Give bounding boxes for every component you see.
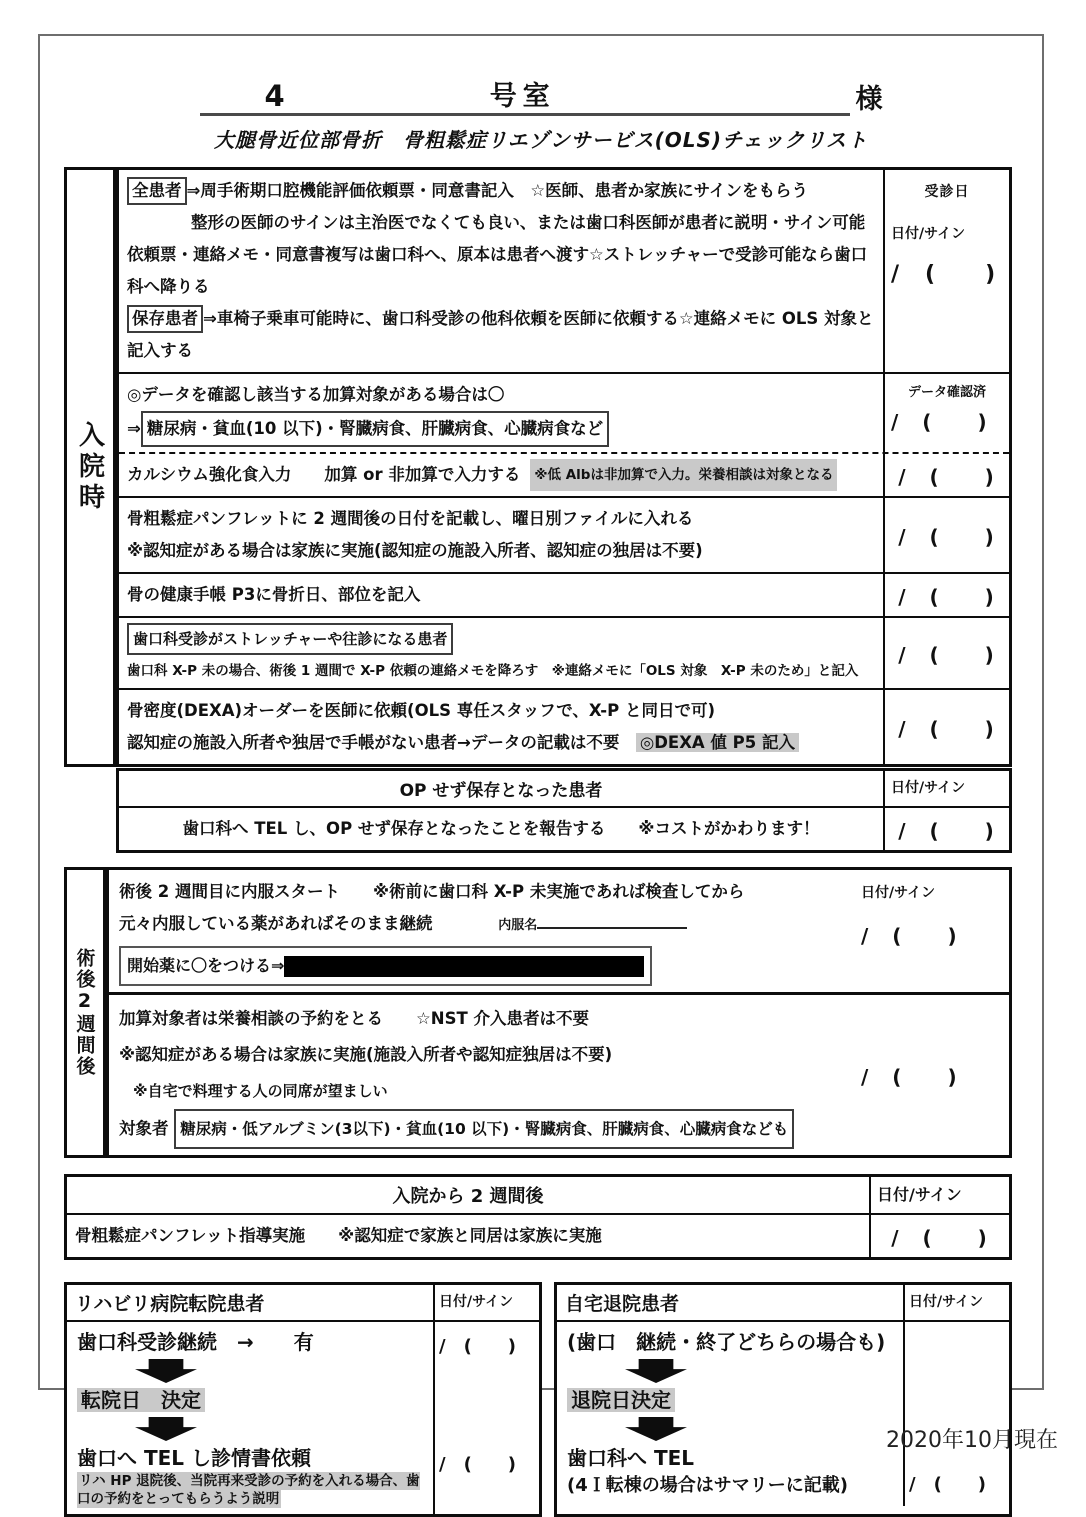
room-unit-label: 号室 [489,81,556,112]
room-number: 4 [264,79,285,113]
document-title-line [40,74,1042,116]
line-op-tel: 歯口科へ TEL し、OP せず保存となったことを報告する ※コストがかわります！ [182,819,820,838]
home-step-summary: (4Ｉ転棟の場合はサマリーに記載) [567,1475,848,1496]
admission-side-label: 入院時 [64,167,116,767]
line-nutrition-dementia: ※認知症がある場合は家族に実施(施設入所者や認知症独居は不要) [119,1045,613,1064]
row-medication-text [119,876,861,986]
home-header-row [557,1285,1009,1322]
line-dexa-note-text: 認知症の施設入所者や独居で手帳がない患者→データの記載は不要 [127,733,620,752]
two-weeks-text [67,1215,869,1257]
calcium-sign-cell [883,454,1009,496]
op-tel-row [119,808,1009,850]
row-all-patients-text [119,170,883,372]
dexa-sign-cell [883,690,1009,764]
box-disease-list: 糖尿病・貧血(10 以下)・腎臓病食、肝臓病食、心臓病食など [141,411,609,447]
rehab-body [67,1322,539,1514]
visit-date-sign-cell [883,170,1009,372]
line-stretcher [127,623,875,655]
sign-slot: / ( ) [898,716,996,741]
home-sign-column [903,1322,1009,1506]
row-bone-handbook-text [119,574,883,616]
sign-slot: / ( ) [439,1336,517,1357]
rehab-sign-column [433,1322,539,1514]
row-data-check-text [119,374,883,452]
row-calcium-text [119,454,883,496]
line-med-start: 術後 2 週間目に内服スタート ※術前に歯口科 X-P 未実施であれば検査してから [119,882,745,901]
line-conservative-rest: ⇒車椅子乗車可能時に、歯口科受診の他科依頼を医師に依頼する☆連絡メモに OLS 対象と記入する [127,309,874,360]
sign-slot: / ( ) [891,1225,989,1250]
row-data-check [119,374,1009,454]
box-target-diseases: 糖尿病・低アルブミン(3以下)・貧血(10 以下)・腎臓病食、肝臓病食、心臓病食なども [174,1109,794,1149]
sign-slot: / ( ) [898,524,996,549]
line-dexa-note [127,727,875,759]
line-guidance: 骨粗鬆症パンフレット指導実施 ※認知症で家族と同居は家族に実施 [75,1226,602,1245]
line-bone-handbook: 骨の健康手帳 P3に骨折日、部位を記入 [127,585,421,604]
sign-slot: / ( ) [891,262,998,287]
honorific-label: 様 [855,84,883,115]
handbook-sign-cell [883,574,1009,616]
stretcher-sign-cell [883,618,1009,688]
line-dexa-order: 骨密度(DEXA)オーダーを医師に依頼(OLS 専任スタッフで、X-P と同日で可) [127,701,716,720]
down-arrow-icon [135,1417,197,1441]
row-pamphlet [119,498,1009,574]
home-date-sign-header: 日付/サイン [903,1285,1009,1320]
target-label: 対象者 [119,1119,169,1138]
two-weeks-sign-cell [869,1215,1009,1257]
line-copy-to-dental: 依頼票・連絡メモ・同意書複写は歯口科へ、原本は患者へ渡す☆ストレッチャーで受診可能なら歯口科へ降りる [127,245,868,296]
room-name-underline [200,74,850,116]
section-two-weeks [64,1174,1012,1260]
home-step-discharge-date [567,1386,893,1414]
postop-rows [106,867,1012,1158]
sign-slot: / ( ) [909,1474,987,1495]
row-calcium [119,454,1009,498]
row-nutrition [109,995,1009,1155]
date-sign-label: 日付/サイン [861,885,936,901]
highlight-transfer-date: 転院日 決定 [77,1388,205,1412]
line-conservative [127,303,875,367]
line-pamphlet-dementia: ※認知症がある場合は家族に実施(認知症の施設入所者、認知症の独居は不要) [127,541,703,560]
nutrition-sign-cell [861,1001,999,1149]
row-dexa [119,690,1009,764]
admission-table [64,167,1012,767]
rehab-transfer-box [64,1282,542,1517]
row-nutrition-text [119,1001,861,1149]
tag-all-patients: 全患者 [127,177,187,205]
sign-slot: / ( ) [891,410,989,434]
data-confirmed-label: データ確認済 [907,385,986,400]
highlight-discharge-date: 退院日決定 [567,1388,675,1412]
line-xp-memo: 歯口科 X-P 未の場合、術後 1 週間で X-P 依頼の連絡メモを降ろす ※連絡メモに「OLS 対象 X-P 未のため」と記入 [127,663,859,679]
home-title: 自宅退院患者 [565,1293,680,1315]
op-sign-cell [883,808,1009,850]
rehab-step-transfer-date [77,1386,423,1414]
med-name-blank [537,911,687,929]
sign-slot: / ( ) [861,1064,959,1089]
footer-revision-date: 2020年10月現在 [886,1428,1058,1453]
data-confirmed-cell [883,374,1009,452]
document-subtitle: 大腿骨近位部骨折 骨粗鬆症リエゾンサービス(OLS)チェックリスト [213,128,869,152]
arrow-glyph: ⇒ [127,419,141,438]
down-arrow-icon [625,1417,687,1441]
two-weeks-title: 入院から 2 週間後 [392,1186,544,1207]
rehab-header-row [67,1285,539,1322]
rehab-note [77,1472,423,1508]
sign-slot: / ( ) [898,464,996,489]
home-steps [557,1322,903,1506]
op-date-sign-header: 日付/サイン [883,771,1009,806]
start-drug-label: 開始薬に〇をつける⇒ [127,956,285,975]
line-pamphlet: 骨粗鬆症パンフレットに 2 週間後の日付を記載し、曜日別ファイルに入れる [127,509,694,528]
two-weeks-date-sign-header: 日付/サイン [869,1177,1009,1213]
line-nutrition-booking: 加算対象者は栄養相談の予約をとる ☆NST 介入患者は不要 [119,1009,589,1028]
line-nutrition-targets [119,1109,861,1149]
row-stretcher [119,618,1009,690]
op-header-row [119,771,1009,808]
section-postop [64,867,1012,1158]
home-step-either-case: (歯口 継続・終了どちらの場合も) [567,1330,886,1354]
admission-rows [116,167,1012,767]
row-all-patients [119,170,1009,374]
rehab-steps [67,1322,433,1514]
sign-slot: / ( ) [898,642,996,667]
sign-slot: / ( ) [861,924,959,948]
home-discharge-box [554,1282,1012,1517]
pamphlet-sign-cell [883,498,1009,572]
row-bone-handbook [119,574,1009,618]
tag-conservative-patients: 保存患者 [127,305,203,333]
down-arrow-icon [625,1359,687,1383]
rehab-date-sign-header: 日付/サイン [433,1285,539,1320]
start-drug-box [119,946,652,986]
rehab-title: リハビリ病院転院患者 [75,1293,265,1315]
box-stretcher-patients: 歯口科受診がストレッチャーや往診になる患者 [127,623,453,655]
line-data-check: ◎データを確認し該当する加算対象がある場合は〇 [127,385,505,404]
line-med-continue-text: 元々内服している薬があればそのまま継続 [119,914,433,933]
line-all-patients-rest: ⇒周手術期口腔機能評価依頼票・同意書記入 ☆医師、患者か家族にサインをもらう [186,181,808,200]
down-arrow-icon [135,1359,197,1383]
sign-slot: / ( ) [898,818,996,843]
row-pamphlet-text [119,498,883,572]
sign-slot: / ( ) [439,1454,517,1475]
date-sign-label: 日付/サイン [891,226,966,242]
section-admission [64,167,1012,853]
home-step-tel: 歯口科へ TEL [567,1446,695,1470]
redacted-drug-list [284,956,644,977]
two-weeks-content-row [67,1215,1009,1257]
med-name-label: 内服名 [498,918,538,933]
line-nutrition-cook: ※自宅で料理する人の同席が望ましい [133,1082,388,1100]
home-body [557,1322,1009,1506]
visit-date-label: 受診日 [924,184,970,200]
op-conservative-table [116,768,1012,853]
row-stretcher-text [119,618,883,688]
medication-sign-cell [861,876,999,986]
row-dexa-text [119,690,883,764]
rehab-step-tel: 歯口へ TEL し診情書依頼 [77,1446,311,1470]
row-medication-start [109,870,1009,995]
highlight-rehab-note: リハ HP 退院後、当院再来受診の予約を入れる場合、歯口の予約をとってもらうよう説明 [77,1473,420,1507]
postop-side-label: 術後2週間後 [64,867,106,1158]
two-weeks-header-row [67,1177,1009,1215]
line-ortho-sign: 整形の医師のサインは主治医でなくても良い、または歯口科医師が患者に説明・サイン可能 [191,213,866,232]
op-header-title: OP せず保存となった患者 [399,781,603,801]
line-all-patients [127,175,875,207]
line-calcium: カルシウム強化食入力 加算 or 非加算で入力する [127,465,521,484]
line-med-continue [119,908,861,942]
rehab-step-continue: 歯口科受診継続 → 有 [77,1330,314,1354]
note-low-alb: ※低 Albは非加算で入力。栄養相談は対象となる [530,459,837,491]
sign-slot: / ( ) [898,584,996,609]
op-tel-text [119,808,883,850]
line-data-check-targets [127,411,875,447]
highlight-dexa-p5: ◎DEXA 値 P5 記入 [636,733,799,752]
section-discharge [64,1282,1012,1517]
